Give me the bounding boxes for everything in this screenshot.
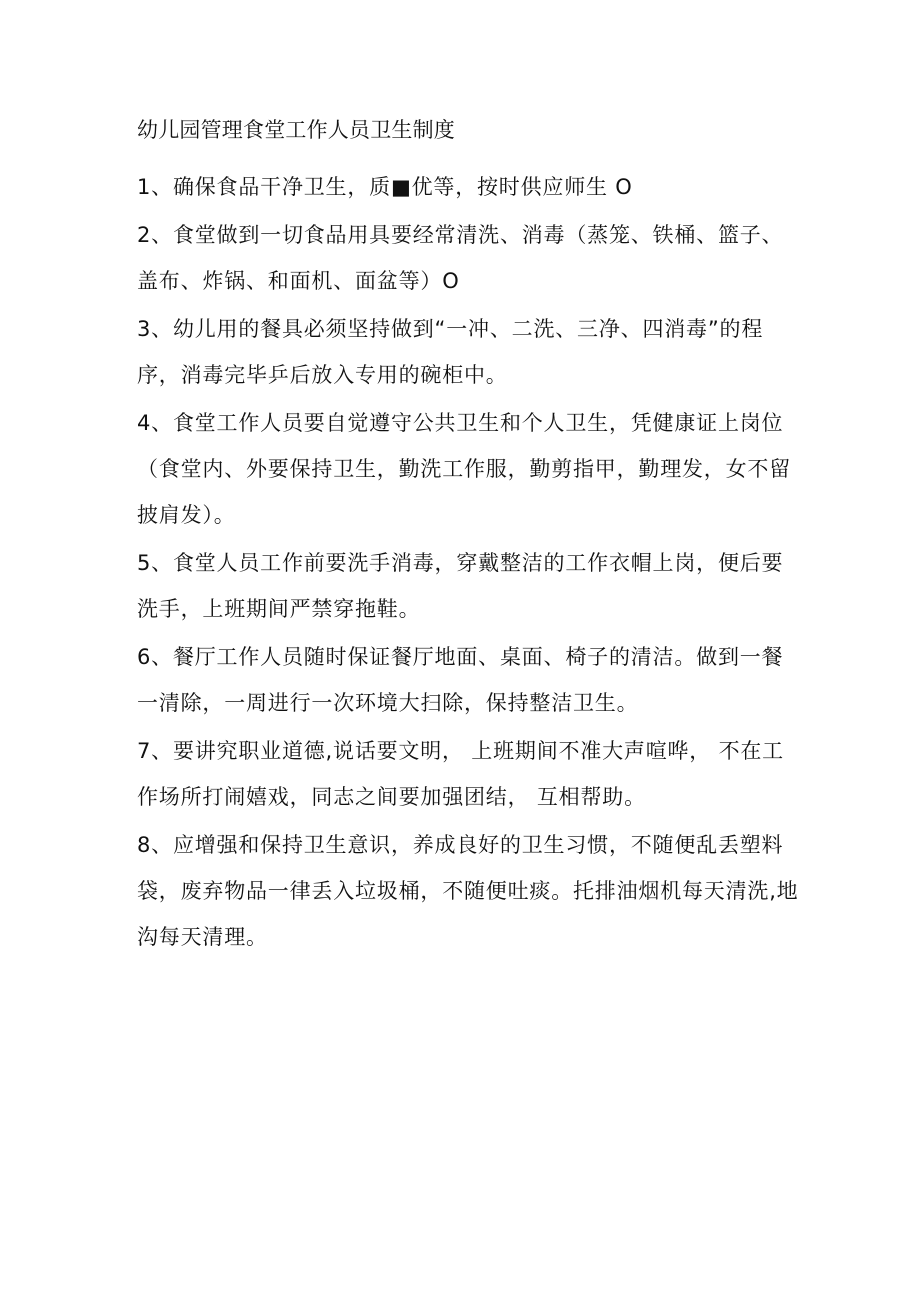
rule-1 — [137, 164, 797, 210]
rule-line: 5、食堂人员工作前要洗手消毒，穿戴整洁的工作衣帽上岗，便后要 — [137, 551, 784, 575]
rule-4 — [137, 400, 797, 538]
rule-line: 序，消毒完毕乒后放入专用的碗柜中。 — [137, 363, 508, 387]
document-body — [137, 116, 797, 960]
rules-list — [137, 164, 797, 960]
rule-line: 8、应增强和保持卫生意识，养成良好的卫生习惯，不随便乱丢塑料 — [137, 833, 784, 857]
rule-7 — [137, 728, 797, 820]
rule-5 — [137, 540, 797, 632]
rule-line: 洗手，上班期间严禁穿拖鞋。 — [137, 597, 421, 621]
rule-line: （食堂内、外要保持卫生，勤洗工作服，勤剪指甲，勤理发，女不留 — [137, 457, 791, 481]
rule-line: 沟每天清理。 — [137, 925, 268, 949]
rule-line: 2、食堂做到一切食品用具要经常清洗、消毒（蒸笼、铁桶、篮子、 — [137, 223, 784, 247]
rule-line: 披肩发）。 — [137, 503, 236, 527]
rule-line: 袋，废弃物品一律丢入垃圾桶，不随便吐痰。托排油烟机每天清洗,地 — [137, 879, 799, 903]
document-title: 幼儿园管理食堂工作人员卫生制度 — [137, 118, 455, 142]
rule-line: 作场所打闹嬉戏，同志之间要加强团结， 互相帮助。 — [137, 785, 646, 809]
rule-line: 1、确保食品干净卫生，质■优等，按时供应师生 O — [137, 175, 633, 199]
rule-line: 4、食堂工作人员要自觉遵守公共卫生和个人卫生，凭健康证上岗位 — [137, 411, 784, 435]
rule-line: 一清除，一周进行一次环境大扫除，保持整洁卫生。 — [137, 691, 639, 715]
rule-line: 3、幼儿用的餐具必须坚持做到“一冲、二洗、三净、四消毒”的程 — [137, 317, 764, 341]
rule-3 — [137, 306, 797, 398]
rule-line: 盖布、炸锅、和面机、面盆等）O — [137, 269, 460, 293]
rule-6 — [137, 634, 797, 726]
rule-line: 7、要讲究职业道德,说话要文明， 上班期间不准大声喧哗， 不在工 — [137, 739, 784, 763]
rule-8 — [137, 822, 797, 960]
rule-line: 6、餐厅工作人员随时保证餐厅地面、桌面、椅子的清洁。做到一餐 — [137, 645, 784, 669]
rule-2 — [137, 212, 797, 304]
